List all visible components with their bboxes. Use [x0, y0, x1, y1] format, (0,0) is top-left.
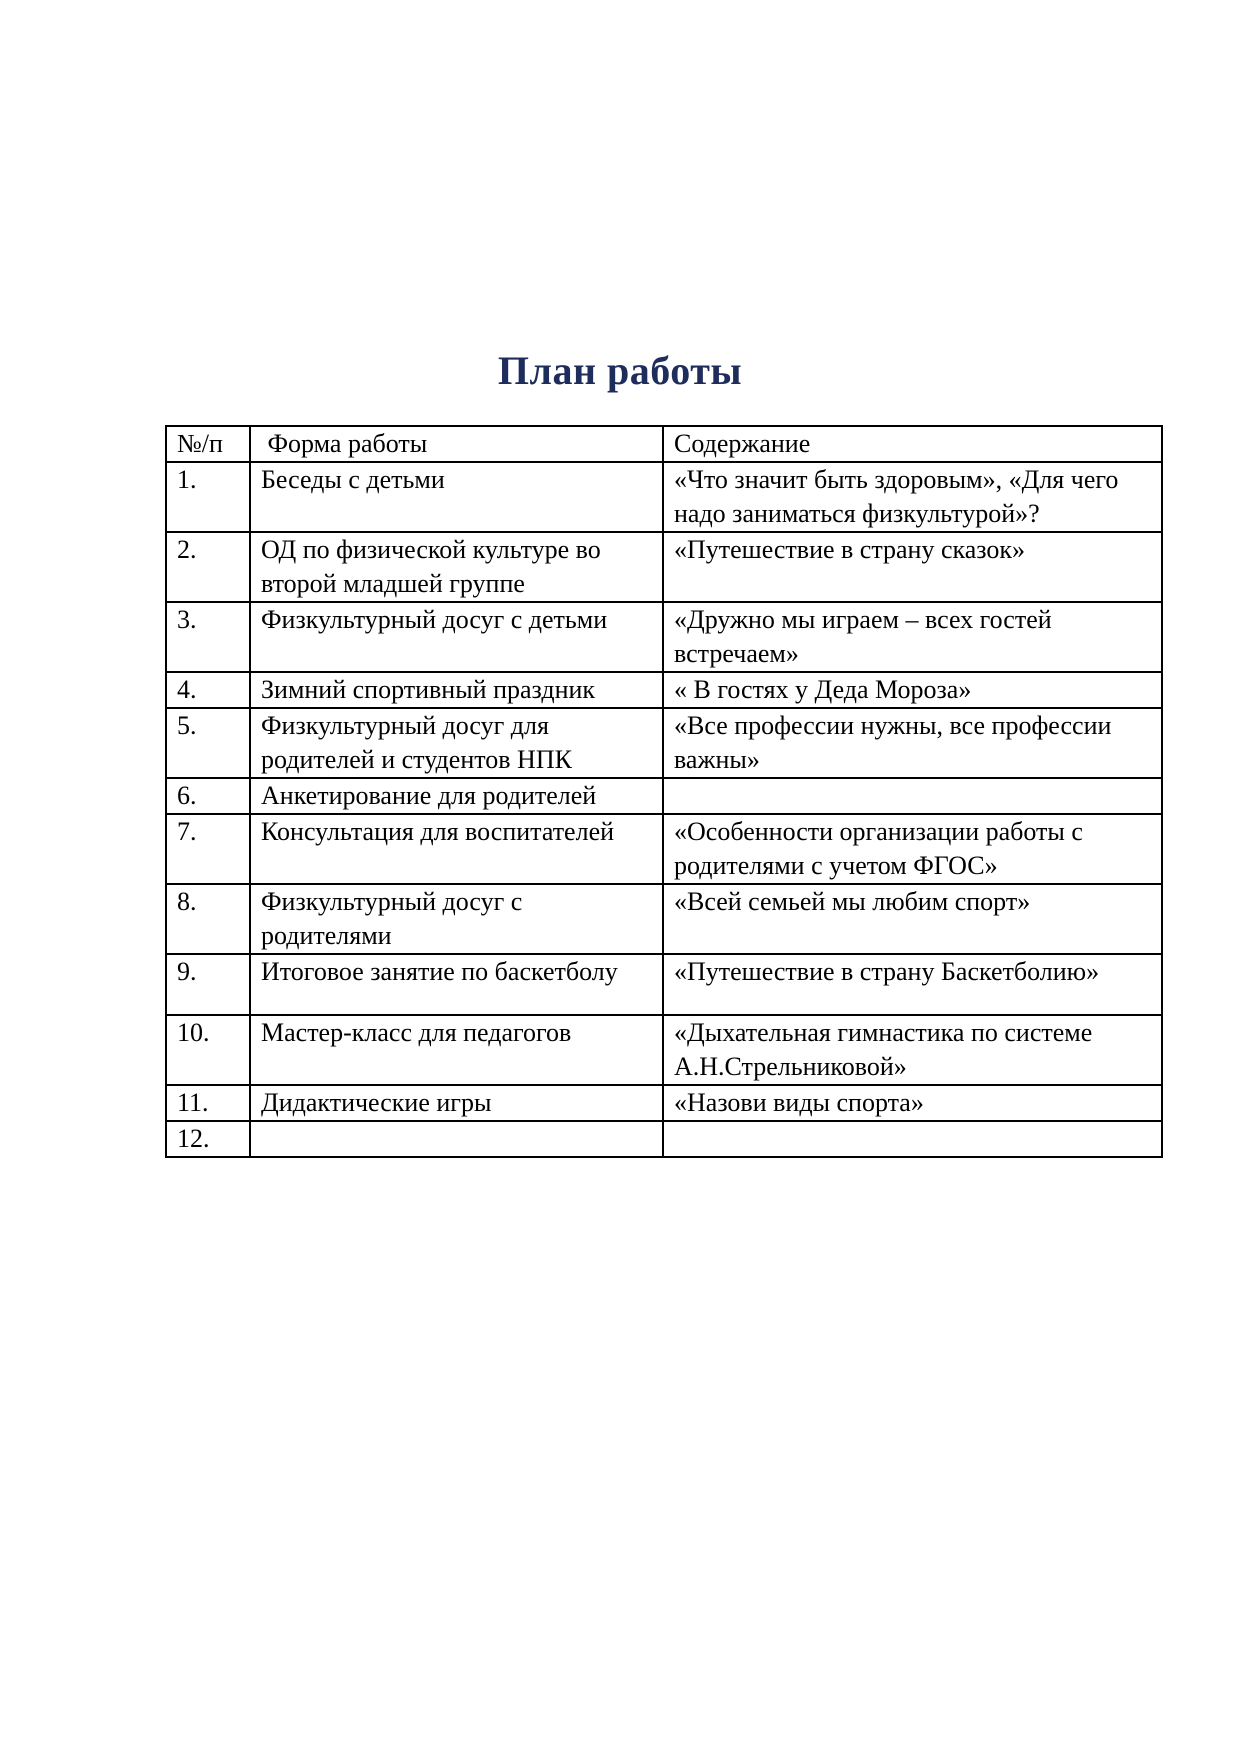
cell-num: 11. [166, 1085, 250, 1121]
cell-num: 8. [166, 884, 250, 954]
cell-content: «Путешествие в страну сказок» [663, 532, 1162, 602]
cell-num: 7. [166, 814, 250, 884]
header-form: Форма работы [250, 426, 663, 462]
cell-content: «Что значит быть здоровым», «Для чего надо заниматься физкультурой»? [663, 462, 1162, 532]
cell-num: 1. [166, 462, 250, 532]
cell-num: 10. [166, 1015, 250, 1085]
page-title: План работы [497, 348, 743, 393]
cell-content [663, 1121, 1162, 1157]
cell-form: Физкультурный досуг с родителями [250, 884, 663, 954]
table-row [166, 778, 1162, 814]
cell-form: Мастер-класс для педагогов [250, 1015, 663, 1085]
cell-content: « В гостях у Деда Мороза» [663, 672, 1162, 708]
cell-form: Итоговое занятие по баскетболу [250, 954, 663, 1015]
header-num: №/п [166, 426, 250, 462]
work-plan-table [165, 425, 1163, 1158]
cell-content [663, 778, 1162, 814]
cell-form: Дидактические игры [250, 1085, 663, 1121]
cell-content: «Дыхательная гимнастика по системе А.Н.Стрельниковой» [663, 1015, 1162, 1085]
table-row [166, 708, 1162, 778]
cell-num: 5. [166, 708, 250, 778]
header-content: Содержание [663, 426, 1162, 462]
cell-content: «Особенности организации работы с родителями с учетом ФГОС» [663, 814, 1162, 884]
table-header-row [166, 426, 1162, 462]
table-row [166, 672, 1162, 708]
cell-num: 4. [166, 672, 250, 708]
cell-content: «Всей семьей мы любим спорт» [663, 884, 1162, 954]
table-row [166, 1121, 1162, 1157]
cell-form: Консультация для воспитателей [250, 814, 663, 884]
cell-content: «Все профессии нужны, все профессии важны» [663, 708, 1162, 778]
cell-form [250, 1121, 663, 1157]
cell-form: ОД по физической культуре во второй младшей группе [250, 532, 663, 602]
cell-form: Беседы с детьми [250, 462, 663, 532]
cell-num: 2. [166, 532, 250, 602]
cell-num: 3. [166, 602, 250, 672]
cell-form: Зимний спортивный праздник [250, 672, 663, 708]
cell-num: 6. [166, 778, 250, 814]
cell-form: Физкультурный досуг с детьми [250, 602, 663, 672]
table-row [166, 1085, 1162, 1121]
table-row [166, 532, 1162, 602]
table-row [166, 602, 1162, 672]
table-row [166, 814, 1162, 884]
table-row [166, 1015, 1162, 1085]
cell-content: «Дружно мы играем – всех гостей встречаем» [663, 602, 1162, 672]
cell-num: 12. [166, 1121, 250, 1157]
cell-content: «Назови виды спорта» [663, 1085, 1162, 1121]
table-row [166, 462, 1162, 532]
cell-form: Анкетирование для родителей [250, 778, 663, 814]
table-row [166, 954, 1162, 1015]
table-row [166, 884, 1162, 954]
cell-content: «Путешествие в страну Баскетболию» [663, 954, 1162, 1015]
cell-form: Физкультурный досуг для родителей и студентов НПК [250, 708, 663, 778]
cell-num: 9. [166, 954, 250, 1015]
